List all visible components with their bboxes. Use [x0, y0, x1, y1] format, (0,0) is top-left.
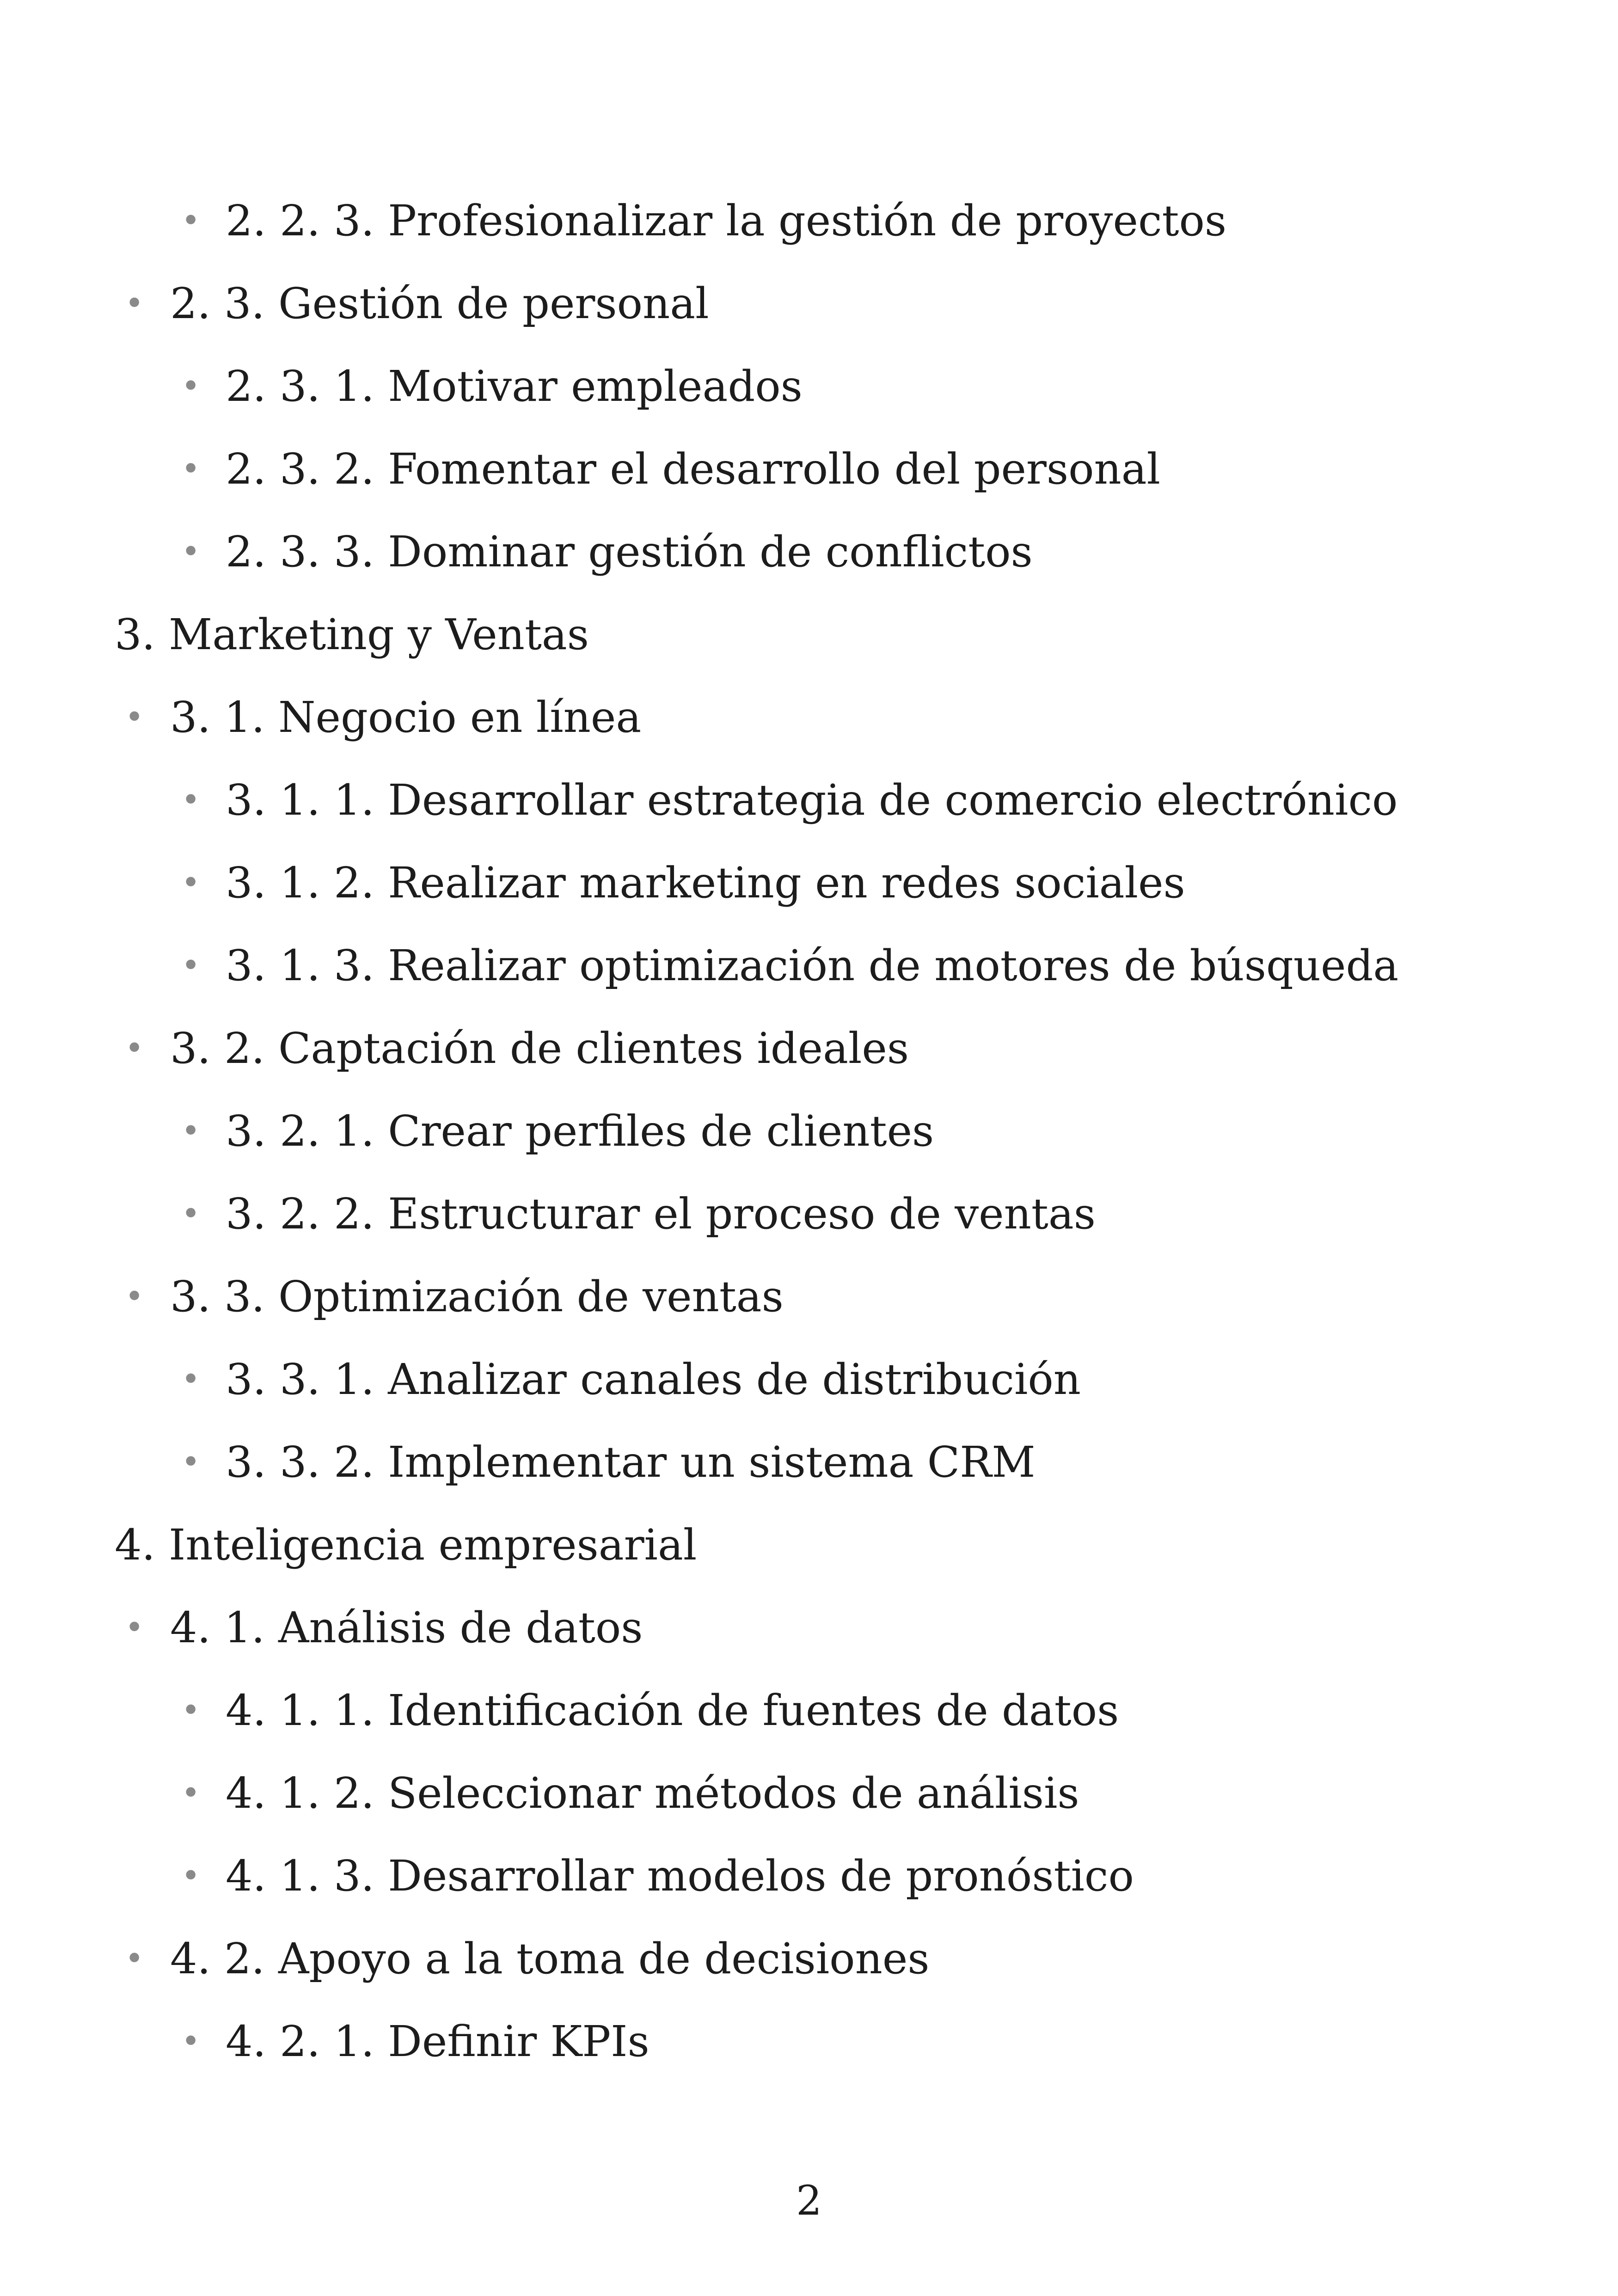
outline-item-level-2	[0, 759, 1618, 841]
outline-item-text: 4. 1. Análisis de datos	[170, 1603, 643, 1652]
outline-item-level-2	[0, 1338, 1618, 1421]
bullet-icon: •	[181, 1360, 201, 1398]
outline-item-text: 2. 2. 3. Profesionalizar la gestión de proyectos	[226, 196, 1227, 246]
outline-item-level-2	[0, 428, 1618, 510]
bullet-icon: •	[125, 1608, 144, 1646]
outline-item-text: 4. Inteligencia empresarial	[115, 1520, 697, 1570]
outline-item-text: 2. 3. 2. Fomentar el desarrollo del personal	[226, 444, 1161, 494]
outline-item-level-1	[0, 1255, 1618, 1338]
outline-item-text: 3. 3. 1. Analizar canales de distribución	[226, 1355, 1081, 1404]
bullet-icon: •	[181, 450, 201, 488]
outline-item-text: 2. 3. Gestión de personal	[170, 279, 709, 328]
outline-item-level-1	[0, 1586, 1618, 1669]
bullet-icon: •	[181, 202, 201, 239]
bullet-icon: •	[125, 284, 144, 322]
outline-item-level-1	[0, 1007, 1618, 1090]
bullet-icon: •	[181, 1857, 201, 1895]
bullet-icon: •	[181, 1691, 201, 1729]
outline-item-text: 4. 1. 3. Desarrollar modelos de pronóstico	[226, 1851, 1134, 1901]
bullet-icon: •	[181, 1774, 201, 1812]
outline-item-level-2	[0, 1173, 1618, 1255]
outline-item-text: 3. 3. Optimización de ventas	[170, 1272, 784, 1321]
bullet-icon: •	[181, 781, 201, 819]
outline-item-text: 3. Marketing y Ventas	[115, 610, 589, 659]
outline-item-text: 3. 1. 2. Realizar marketing en redes sociales	[226, 858, 1185, 908]
outline-item-level-2	[0, 510, 1618, 593]
outline-item-text: 2. 3. 3. Dominar gestión de conflictos	[226, 527, 1033, 577]
bullet-icon: •	[181, 533, 201, 571]
bullet-icon: •	[181, 1443, 201, 1481]
bullet-icon: •	[125, 698, 144, 736]
bullet-icon: •	[181, 1195, 201, 1233]
outline-item-text: 3. 2. 1. Crear perfiles de clientes	[226, 1106, 934, 1156]
outline-item-text: 4. 2. 1. Definir KPIs	[226, 2017, 650, 2066]
outline-item-level-1	[0, 1917, 1618, 2000]
bullet-icon: •	[181, 1112, 201, 1150]
outline-item-level-0	[0, 1504, 1618, 1586]
outline-item-level-2	[0, 179, 1618, 262]
outline-item-level-2	[0, 1669, 1618, 1752]
outline-item-level-1	[0, 676, 1618, 759]
outline-item-text: 3. 1. 1. Desarrollar estrategia de comercio electrónico	[226, 775, 1398, 825]
outline-item-level-0	[0, 593, 1618, 676]
outline-item-text: 4. 1. 1. Identificación de fuentes de datos	[226, 1686, 1119, 1735]
outline-item-level-1	[0, 262, 1618, 345]
outline-item-text: 3. 1. 3. Realizar optimización de motores de búsqueda	[226, 941, 1399, 990]
outline-item-level-2	[0, 841, 1618, 924]
outline-item-level-2	[0, 1421, 1618, 1504]
outline-item-text: 2. 3. 1. Motivar empleados	[226, 362, 803, 411]
bullet-icon: •	[125, 1277, 144, 1315]
bullet-icon: •	[181, 367, 201, 405]
outline-item-level-2	[0, 1835, 1618, 1917]
outline-item-text: 3. 2. 2. Estructurar el proceso de ventas	[226, 1189, 1096, 1239]
bullet-icon: •	[125, 1940, 144, 1977]
outline-item-text: 3. 3. 2. Implementar un sistema CRM	[226, 1437, 1036, 1487]
bullet-icon: •	[181, 946, 201, 984]
bullet-icon: •	[125, 1029, 144, 1067]
outline-item-level-2	[0, 345, 1618, 428]
outline-item-level-2	[0, 1090, 1618, 1173]
outline-item-level-2	[0, 924, 1618, 1007]
outline-item-level-2	[0, 2000, 1618, 2083]
outline-item-level-2	[0, 1752, 1618, 1835]
outline-item-text: 3. 1. Negocio en línea	[170, 693, 642, 742]
bullet-icon: •	[181, 864, 201, 902]
page-number: 2	[796, 2177, 822, 2224]
outline-item-text: 4. 1. 2. Seleccionar métodos de análisis	[226, 1768, 1079, 1818]
outline-list	[0, 179, 1618, 2083]
outline-item-text: 3. 2. Captación de clientes ideales	[170, 1024, 909, 1073]
outline-item-text: 4. 2. Apoyo a la toma de decisiones	[170, 1934, 930, 1983]
bullet-icon: •	[181, 2022, 201, 2060]
